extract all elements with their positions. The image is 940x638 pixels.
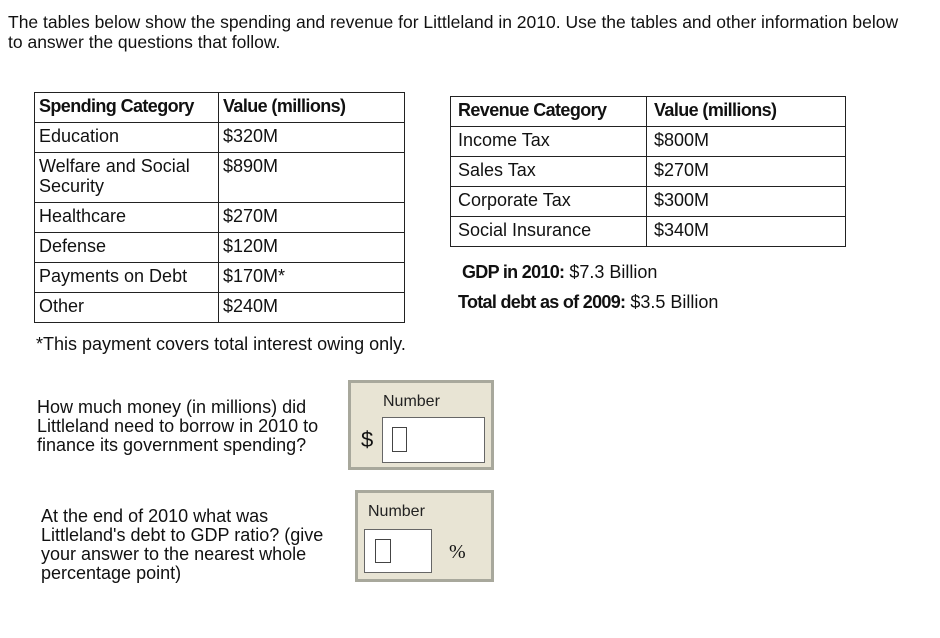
table-cell: $270M — [219, 203, 405, 233]
table-cell: $340M — [647, 217, 846, 247]
answer-box-1 — [348, 380, 494, 470]
table-header: Value (millions) — [647, 97, 846, 127]
revenue-table — [450, 96, 846, 247]
table-header: Revenue Category — [451, 97, 647, 127]
table-cell: Healthcare — [35, 203, 219, 233]
number-label: Number — [383, 393, 440, 410]
table-header-row — [451, 97, 846, 127]
total-debt-value: $3.5 Billion — [630, 292, 719, 312]
answer-box-2 — [355, 490, 494, 582]
table-header: Value (millions) — [219, 93, 405, 123]
gdp-line — [462, 262, 657, 283]
table-row — [451, 217, 846, 247]
table-cell: Other — [35, 293, 219, 323]
question-1-text: How much money (in millions) did Littleland need to borrow in 2010 to finance its government spending? — [37, 397, 319, 455]
table-cell: $300M — [647, 187, 846, 217]
table-cell: Income Tax — [451, 127, 647, 157]
table-cell: $240M — [219, 293, 405, 323]
footnote: *This payment covers total interest owing only. — [36, 334, 406, 354]
table-row — [451, 187, 846, 217]
table-cell: Social Insurance — [451, 217, 647, 247]
dollar-sign: $ — [361, 427, 374, 452]
cursor-box — [375, 539, 391, 563]
table-row — [35, 123, 405, 153]
gdp-value: $7.3 Billion — [569, 262, 658, 282]
total-debt-label: Total debt as of 2009: — [458, 292, 626, 312]
table-row — [35, 263, 405, 293]
table-row — [35, 233, 405, 263]
table-cell: Payments on Debt — [35, 263, 219, 293]
table-cell: $890M — [219, 153, 405, 203]
cursor-box — [392, 427, 407, 452]
table-cell: Sales Tax — [451, 157, 647, 187]
gdp-label: GDP in 2010: — [462, 262, 565, 282]
table-cell: $800M — [647, 127, 846, 157]
number-label: Number — [368, 503, 425, 520]
debt-to-gdp-input[interactable] — [364, 529, 432, 573]
table-header-row — [35, 93, 405, 123]
table-row — [35, 153, 405, 203]
total-debt-line — [458, 292, 718, 313]
table-cell: Corporate Tax — [451, 187, 647, 217]
table-row — [35, 203, 405, 233]
table-row — [451, 127, 846, 157]
table-cell: $170M* — [219, 263, 405, 293]
table-cell: $120M — [219, 233, 405, 263]
spending-table — [34, 92, 405, 323]
table-row — [451, 157, 846, 187]
table-cell: Welfare and Social Security — [35, 153, 219, 203]
percent-sign: % — [449, 541, 466, 563]
table-row — [35, 293, 405, 323]
borrowing-amount-input[interactable] — [382, 417, 485, 463]
table-header: Spending Category — [35, 93, 219, 123]
table-cell: Defense — [35, 233, 219, 263]
question-2-text: At the end of 2010 what was Littleland's debt to GDP ratio? (give your answer to the nearest whole percentage point) — [41, 506, 324, 583]
table-cell: Education — [35, 123, 219, 153]
intro-text: The tables below show the spending and revenue for Littleland in 2010. Use the tables and other information below to answer the questions that follow. — [8, 12, 899, 52]
table-cell: $270M — [647, 157, 846, 187]
table-cell: $320M — [219, 123, 405, 153]
